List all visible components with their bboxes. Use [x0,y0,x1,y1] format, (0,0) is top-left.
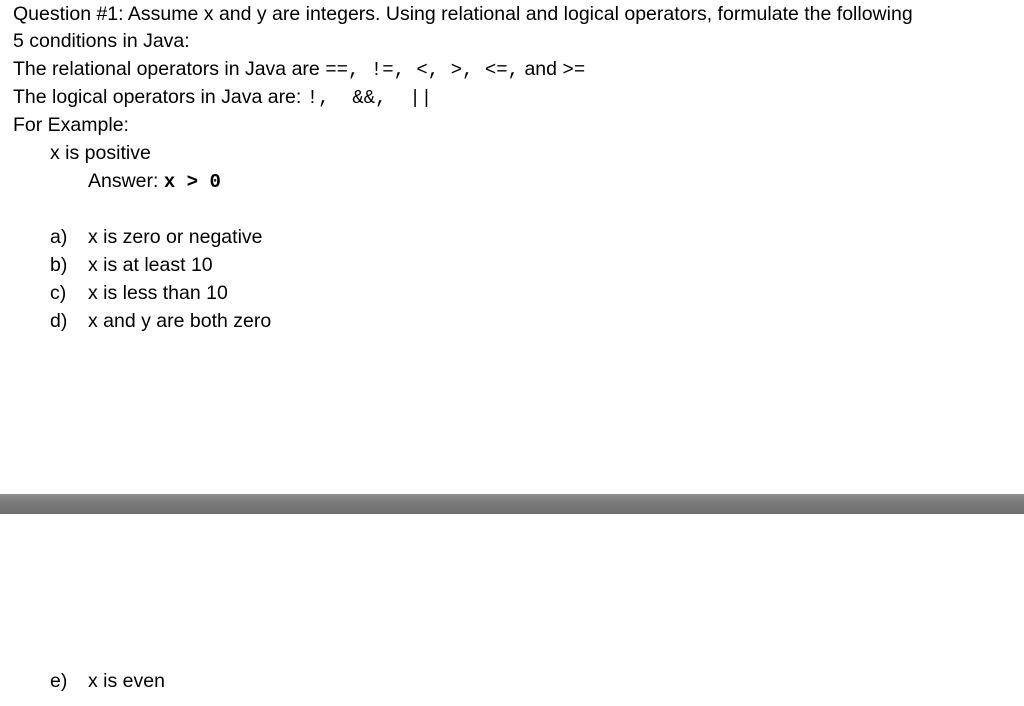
list-item [50,307,271,335]
list-item [50,223,263,251]
relational-operators-line [13,55,585,83]
list-item-letter: a) [50,226,68,248]
list-item-letter: b) [50,254,68,276]
page-divider [0,494,1024,514]
list-item [50,279,228,307]
list-item-text: x is less than 10 [88,282,228,304]
list-item-text: x and y are both zero [88,310,272,332]
list-item-text: x is even [88,670,165,692]
example-condition: x is positive [50,142,151,164]
list-item-letter: c) [50,282,67,304]
list-item-letter: d) [50,310,68,332]
example-answer [88,167,221,195]
list-item [50,251,213,279]
question-title: Question #1: Assume x and y are integers. Using relational and logical operators, formulate the following [13,3,913,25]
list-item-text: x is zero or negative [88,226,263,248]
relational-last-operator: >= [562,59,586,81]
example-label: For Example: [13,114,129,136]
logical-prefix: The logical operators in Java are: [13,86,302,108]
list-item [50,667,165,695]
relational-operators: ==, !=, <, >, <=, [325,59,520,81]
list-item-letter: e) [50,670,68,692]
list-item-text: x is at least 10 [88,254,213,276]
relational-prefix: The relational operators in Java are [13,58,320,80]
answer-code: x > 0 [163,171,221,193]
answer-label: Answer: [88,170,159,192]
relational-and: and [524,58,557,80]
logical-operators: !, &&, || [306,87,433,109]
question-title-continued: 5 conditions in Java: [13,30,190,52]
logical-operators-line [13,83,432,111]
